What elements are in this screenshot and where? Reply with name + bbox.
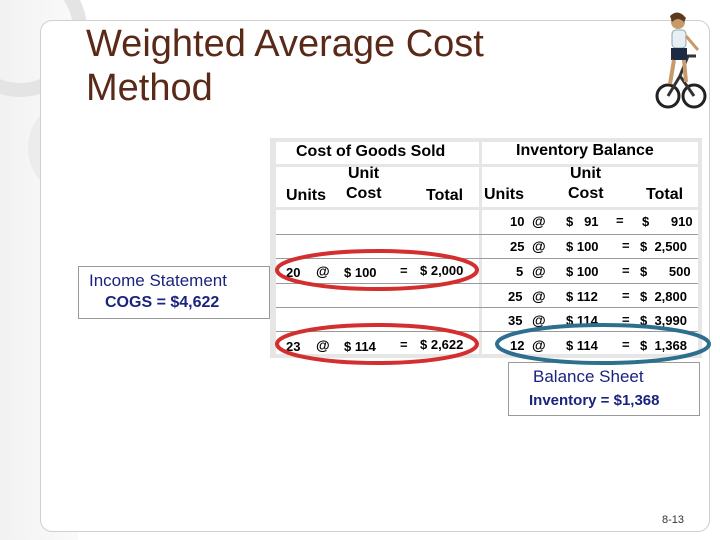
inv-units: 25 [510,239,525,254]
cogs-at: @ [316,263,330,279]
cogs-units: 20 [286,265,301,280]
inv-eq: = [622,312,630,327]
inv-units: 35 [508,313,523,328]
inv-total: $ 1,368 [640,338,687,353]
inv-units: 12 [510,338,525,353]
cogs-header: Cost of Goods Sold [296,143,446,160]
inv-eq: = [622,263,630,278]
title-line-1: Weighted Average Cost [86,23,484,65]
costing-table [270,138,702,358]
inv-eq: = [622,288,630,303]
balance-sheet-label: Balance Sheet [533,367,644,386]
cogs-total-header: Total [426,187,464,204]
cogs-eq: = [400,263,408,278]
inv-at: @ [532,263,546,279]
cogs-summary: COGS = $4,622 [105,294,220,311]
cyclist-icon [652,10,708,110]
inv-total: $ 910 [642,214,693,229]
cogs-total: $ 2,622 [420,337,464,352]
inv-at: @ [532,288,546,304]
inv-units: 10 [510,214,525,229]
inv-total: $ 3,990 [640,313,687,328]
inv-units: 25 [508,289,523,304]
cogs-total: $ 2,000 [420,263,464,278]
inv-cost: $ 100 [566,264,599,279]
cogs-cost-label: Cost [346,185,382,202]
income-statement-callout [78,266,270,319]
inv-total-header: Total [646,186,684,203]
inv-total: $ 500 [640,264,691,279]
page-title [86,22,586,110]
cogs-cost: $ 100 [344,265,377,280]
inv-units: 5 [516,264,524,279]
inv-total: $ 2,800 [640,289,687,304]
balance-sheet-callout [508,362,700,416]
page-number: 8-13 [662,514,685,526]
cogs-unit-label: Unit [348,165,380,182]
inv-at: @ [532,337,546,353]
inv-cost: $ 91 [566,214,599,229]
inv-cost: $ 114 [566,338,598,353]
income-statement-label: Income Statement [89,271,227,290]
inv-cost: $ 100 [566,239,599,254]
cogs-units: 23 [286,339,301,354]
inv-total: $ 2,500 [640,239,687,254]
cogs-eq: = [400,337,408,352]
inventory-header: Inventory Balance [516,142,654,159]
title-line-2: Method [86,67,213,109]
cogs-at: @ [316,337,330,353]
inv-eq: = [616,213,624,228]
inv-at: @ [532,238,546,254]
inv-at: @ [532,312,546,328]
cogs-units-header: Units [286,187,326,204]
inv-cost: $ 112 [566,289,598,304]
inventory-summary: Inventory = $1,368 [529,392,660,409]
inv-cost-label: Cost [568,185,604,202]
inv-at: @ [532,213,546,229]
inv-eq: = [622,337,630,352]
inv-units-header: Units [484,186,524,203]
inv-eq: = [622,238,630,253]
inv-unit-label: Unit [570,165,602,182]
cogs-cost: $ 114 [344,339,376,354]
inv-cost: $ 114 [566,313,598,328]
